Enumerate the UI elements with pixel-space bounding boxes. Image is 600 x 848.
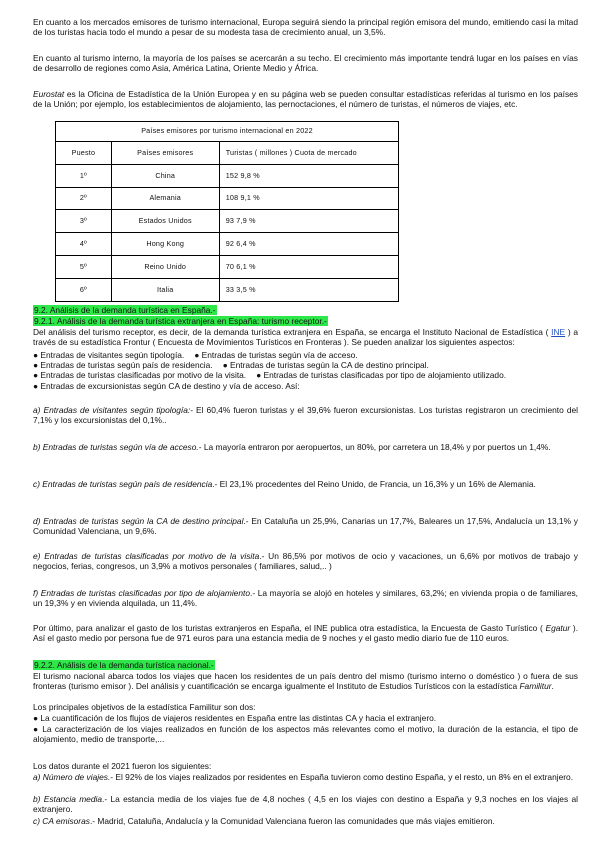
ine-link[interactable]: INE [551, 327, 566, 337]
eurostat-text: es la Oficina de Estadística de la Unión Europea y en su página web se pueden consultar estadísticas referidas al turismo en los países de la Unión; por ejemplo, los establecimientos de alojamiento, las pernoctaciones, el número de turistas, el números de viajes, etc. [33, 89, 578, 110]
section-heading-9-2 [33, 305, 578, 315]
objectives-intro: Los principales objetivos de la estadística Familitur son dos: [33, 702, 256, 712]
table-cell: 5º [56, 255, 112, 278]
list-item: ● Entradas de turistas clasificadas por motivo de la visita. ● Entradas de turistas clasificadas por tipo de alojamiento utilizado. [33, 370, 507, 381]
table-row [56, 210, 399, 233]
receptor-paragraph: Del análisis del turismo receptor, es decir, de la demanda turística extranjera en España, se encarga el Instituto Nacional de Estadística ( INE ) a través de su estadística Frontur ( Encuesta de Movimientos Turísticos en Fronteras ). Se pueden analizar los siguientes aspectos: [33, 327, 578, 348]
table-header-cell: Turistas ( millones ) Cuota de mercado [219, 142, 398, 165]
item-b-estancia-media: b) Estancia media.- La estancia media de los viajes fue de 4,8 noches ( 4,5 en los viajes con destino a España y 9,3 noches en los viajes al extranjero. [33, 794, 578, 815]
table-cell: Alemania [111, 187, 219, 210]
section-heading-9-2-2 [33, 660, 578, 670]
aspects-list [33, 350, 578, 391]
table-cell: 6º [56, 278, 112, 301]
emitters-table-wrap [55, 121, 399, 302]
objective-bullet-1: ● La cuantificación de los flujos de viajeros residentes en España entre las distintas CA y hacia el extranjero. [33, 713, 437, 723]
intro-paragraph-1: En cuanto a los mercados emisores de turismo internacional, Europa seguirá siendo la principal región emisora del mundo, emitiendo casi la mitad de los turistas hacia todo el mundo a pesar de su modesta tasa de crecimiento anual, un 3,5%. [33, 17, 578, 38]
table-cell: 152 9,8 % [219, 164, 398, 187]
list-item: ● Entradas de turistas según país de residencia. ● Entradas de turistas según la CA de destino principal. [33, 360, 429, 371]
eurostat-term: Eurostat [33, 89, 65, 99]
table-cell: Estados Unidos [111, 210, 219, 233]
heading-highlight: 9.2.1. Análisis de la demanda turística extranjera en España: turismo receptor.- [34, 316, 327, 326]
familitur-term: Familitur [519, 681, 552, 692]
item-c-pais-residencia: c) Entradas de turistas según país de residencia.- El 23,1% procedentes del Reino Unido, de Francia, un 16,3% y un 16% de Alemania. [33, 479, 536, 489]
table-row [56, 187, 399, 210]
table-row [56, 233, 399, 256]
data-intro: Los datos durante el 2021 fueron los siguientes: [33, 761, 212, 771]
list-item: ● Entradas de visitantes según tipología. ● Entradas de turistas según vía de acceso. [33, 350, 358, 360]
table-cell: 1º [56, 164, 112, 187]
intro-paragraph-3 [33, 89, 578, 109]
emitters-table [55, 121, 399, 302]
table-cell: 92 6,4 % [219, 233, 398, 256]
item-e-motivo: e) Entradas de turistas clasificadas por motivo de la visita.- Un 86,5% por motivos de ocio y vacaciones, un 6,6% por motivos de trabajo y negocios, ferias, congresos, un 3,9% a motivos personales ( familiares, salud,.. ) [33, 551, 578, 572]
table-row [56, 278, 399, 301]
egatur-paragraph: Por último, para analizar el gasto de los turistas extranjeros en España, el INE publica otra estadística, la Encuesta de Gasto Turístico ( Egatur ). Así el gasto medio por persona fue de 971 euros para una estancia media de 9 noches y el gasto medio diario fue de 110 euros. [33, 623, 579, 644]
item-b-via-acceso: b) Entradas de turistas según vía de acceso.- La mayoría entraron por aeropuertos, un 80%, por carretera un 18,4% y por puertos un 1,4%. [33, 442, 551, 452]
table-cell: China [111, 164, 219, 187]
table-cell: 108 9,1 % [219, 187, 398, 210]
table-header-row [56, 142, 399, 165]
heading-highlight: 9.2.2. Análisis de la demanda turística nacional.- [34, 660, 214, 670]
objective-bullet-2: ● La caracterización de los viajes realizados en función de los aspectos más relevantes como el motivo, la duración de la estancia, el tipo de alojamiento, medio de transporte,... [33, 724, 578, 745]
table-cell: 3º [56, 210, 112, 233]
item-d-ca-destino: d) Entradas de turistas según la CA de destino principal.- En Cataluña un 25,9%, Canarias un 17,7%, Baleares un 17,5%, Andalucía un 13,1% y Comunidad Valenciana, un 9,6%. [33, 516, 578, 537]
item-a-tipologia: a) Entradas de visitantes según tipología:- El 60,4% fueron turistas y el 39,6% fueron excursionistas. Los turistas registraron un crecimiento del 7,1% y los excursionistas del 0,1%.. [33, 405, 578, 426]
table-header-cell: Puesto [56, 142, 112, 165]
intro-paragraph-2: En cuanto al turismo interno, la mayoría de los países se acercarán a su techo. El crecimiento más importante tendrá lugar en los países en vías de desarrollo de regiones como Asia, América Latina, Oriente Medio y África. [33, 53, 578, 74]
item-c-ca-emisoras: c) CA emisoras.- Madrid, Cataluña, Andalucía y la Comunidad Valenciana fueron las comunidades que más viajes emitieron. [33, 816, 495, 826]
table-header-cell: Países emisores [111, 142, 219, 165]
table-row [56, 164, 399, 187]
table-caption: Países emisores por turismo internacional en 2022 [56, 122, 399, 142]
table-cell: Italia [111, 278, 219, 301]
table-cell: 70 6,1 % [219, 255, 398, 278]
item-f-alojamiento: f) Entradas de turistas clasificadas por tipo de alojamiento.- La mayoría se alojó en hoteles y similares, 63,2%; en vivienda propia o de familiares, un 19,3% y en vivienda alquilada, un 11,4%. [33, 588, 578, 609]
table-cell: Reino Unido [111, 255, 219, 278]
table-cell: 4º [56, 233, 112, 256]
table-cell: 93 7,9 % [219, 210, 398, 233]
table-cell: 2º [56, 187, 112, 210]
section-heading-9-2-1 [33, 316, 578, 326]
table-row [56, 255, 399, 278]
table-cell: 33 3,5 % [219, 278, 398, 301]
heading-highlight: 9.2. Análisis de la demanda turística en España.- [34, 305, 216, 315]
table-cell: Hong Kong [111, 233, 219, 256]
national-paragraph: El turismo nacional abarca todos los viajes que hacen los residentes de un país dentro del mismo (turismo interno o doméstico ) o fuera de sus fronteras (turismo emisor ). Del análisis y cuantificación se encarga igualmente el Instituto de Estudios Turísticos con la estadística Familitur. [33, 671, 578, 692]
item-a-numero-viajes: a) Número de viajes.- El 92% de los viajes realizados por residentes en España tuvieron como destino España, y el resto, un 8% en el extranjero. [33, 772, 574, 782]
list-item: ● Entradas de excursionistas según CA de destino y vía de acceso. Así: [33, 380, 300, 391]
egatur-term: Egatur [545, 623, 571, 633]
